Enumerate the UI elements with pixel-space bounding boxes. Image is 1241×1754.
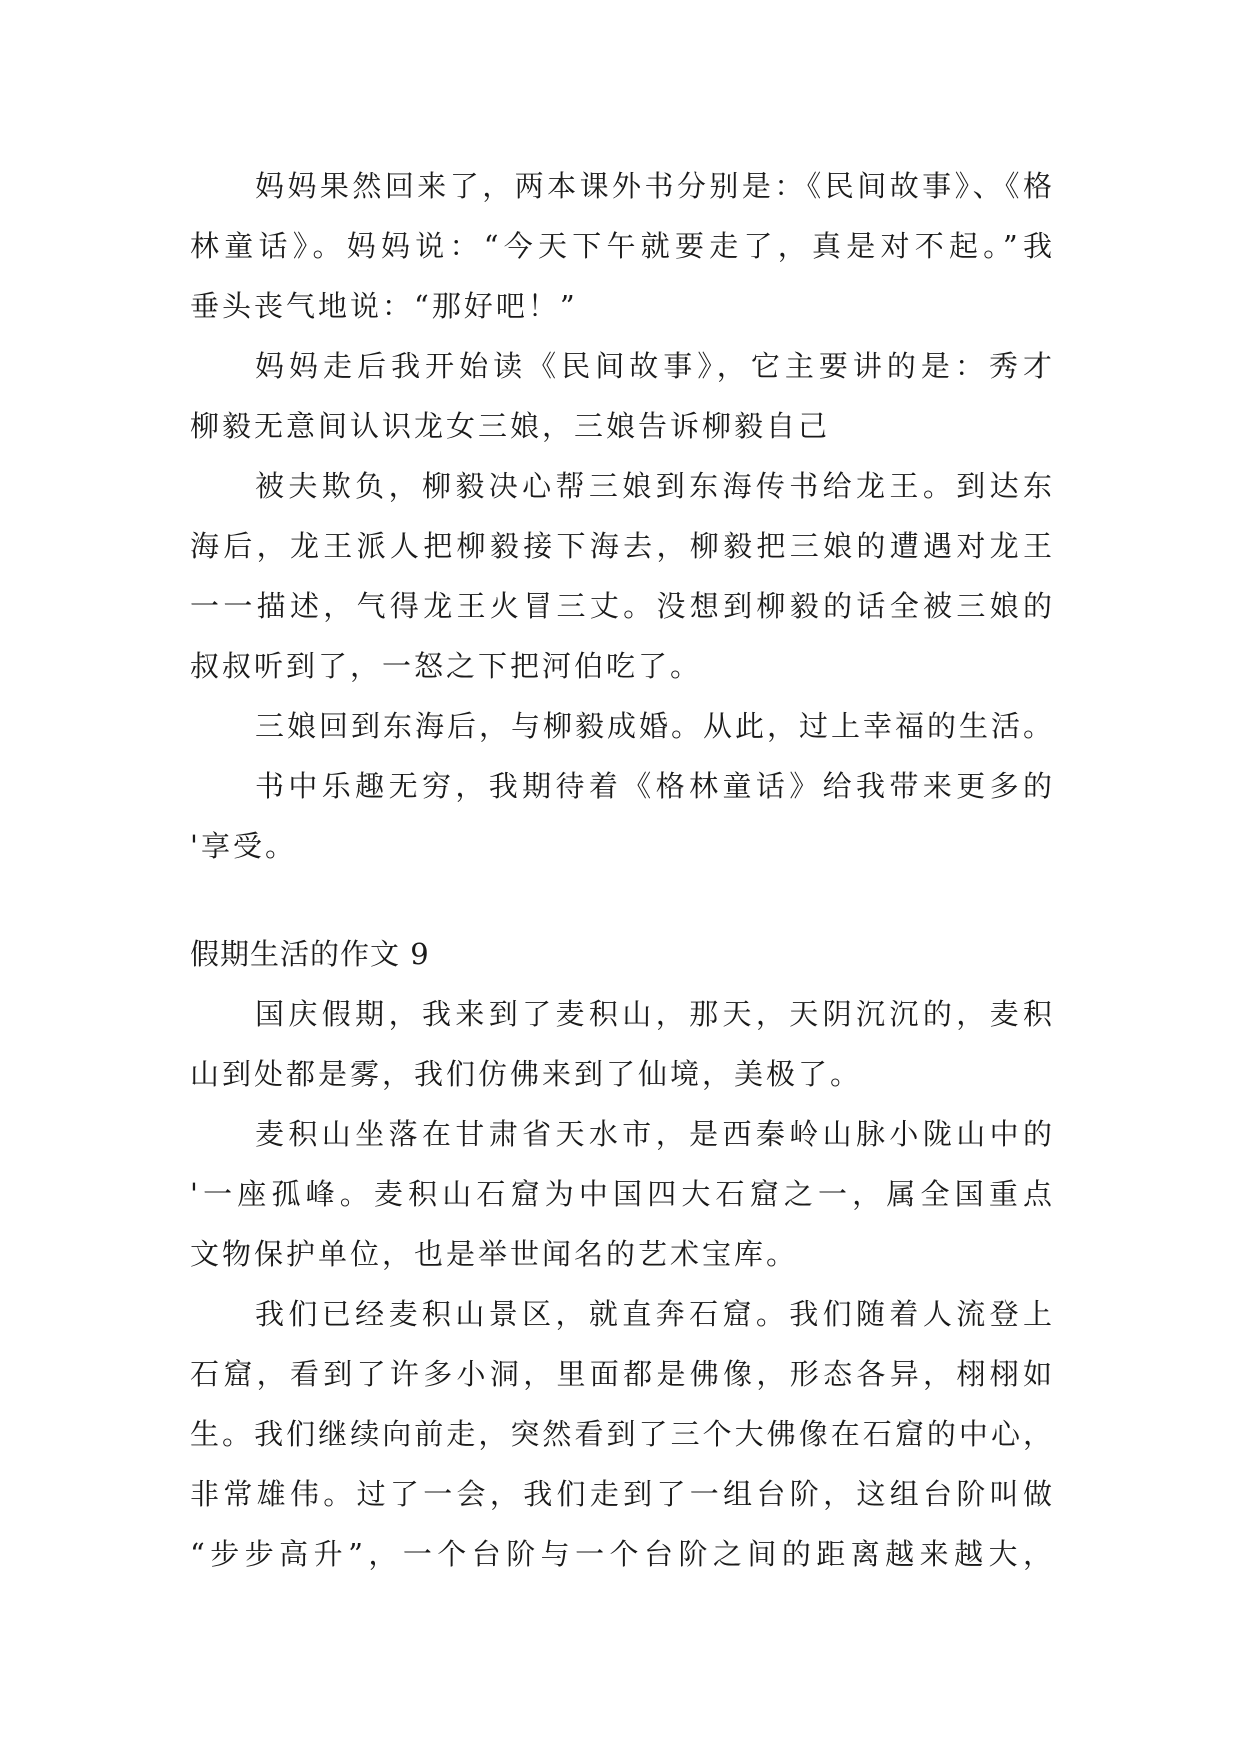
text-line: “步步高升”，一个台阶与一个台阶之间的距离越来越大， (190, 1537, 1052, 1571)
text-line: 生。我们继续向前走，突然看到了三个大佛像在石窟的中心， (190, 1417, 1052, 1451)
text-line: 一一描述，气得龙王火冒三丈。没想到柳毅的话全被三娘的 (190, 589, 1052, 623)
text-line: '一座孤峰。麦积山石窟为中国四大石窟之一，属全国重点 (190, 1177, 1052, 1211)
text-line: 国庆假期，我来到了麦积山，那天，天阴沉沉的，麦积 (255, 997, 1052, 1031)
text-line: 三娘回到东海后，与柳毅成婚。从此，过上幸福的生活。 (255, 709, 1052, 743)
text-line: 林童话》。妈妈说：“今天下午就要走了，真是对不起。”我 (190, 229, 1052, 263)
text-line: 书中乐趣无穷，我期待着《格林童话》给我带来更多的 (255, 769, 1052, 803)
text-line: 山到处都是雾，我们仿佛来到了仙境，美极了。 (190, 1057, 863, 1091)
text-line: 文物保护单位，也是举世闻名的艺术宝库。 (190, 1237, 799, 1271)
section-heading: 假期生活的作文 9 (190, 937, 430, 971)
text-line: 石窟，看到了许多小洞，里面都是佛像，形态各异，栩栩如 (190, 1357, 1052, 1391)
text-line: 被夫欺负，柳毅决心帮三娘到东海传书给龙王。到达东 (255, 469, 1052, 503)
text-line: 海后，龙王派人把柳毅接下海去，柳毅把三娘的遭遇对龙王 (190, 529, 1052, 563)
text-line: 妈妈果然回来了，两本课外书分别是：《民间故事》、《格 (255, 169, 1052, 203)
text-line: 叔叔听到了，一怒之下把河伯吃了。 (190, 649, 703, 683)
text-line: 非常雄伟。过了一会，我们走到了一组台阶，这组台阶叫做 (190, 1477, 1052, 1511)
text-line: 我们已经麦积山景区，就直奔石窟。我们随着人流登上 (255, 1297, 1052, 1331)
text-line: 麦积山坐落在甘肃省天水市，是西秦岭山脉小陇山中的 (255, 1117, 1052, 1151)
text-line: '享受。 (190, 829, 297, 863)
text-line: 柳毅无意间认识龙女三娘，三娘告诉柳毅自己 (190, 409, 831, 443)
text-line: 垂头丧气地说：“那好吧！” (190, 289, 578, 323)
text-line: 妈妈走后我开始读《民间故事》，它主要讲的是：秀才 (255, 349, 1052, 383)
